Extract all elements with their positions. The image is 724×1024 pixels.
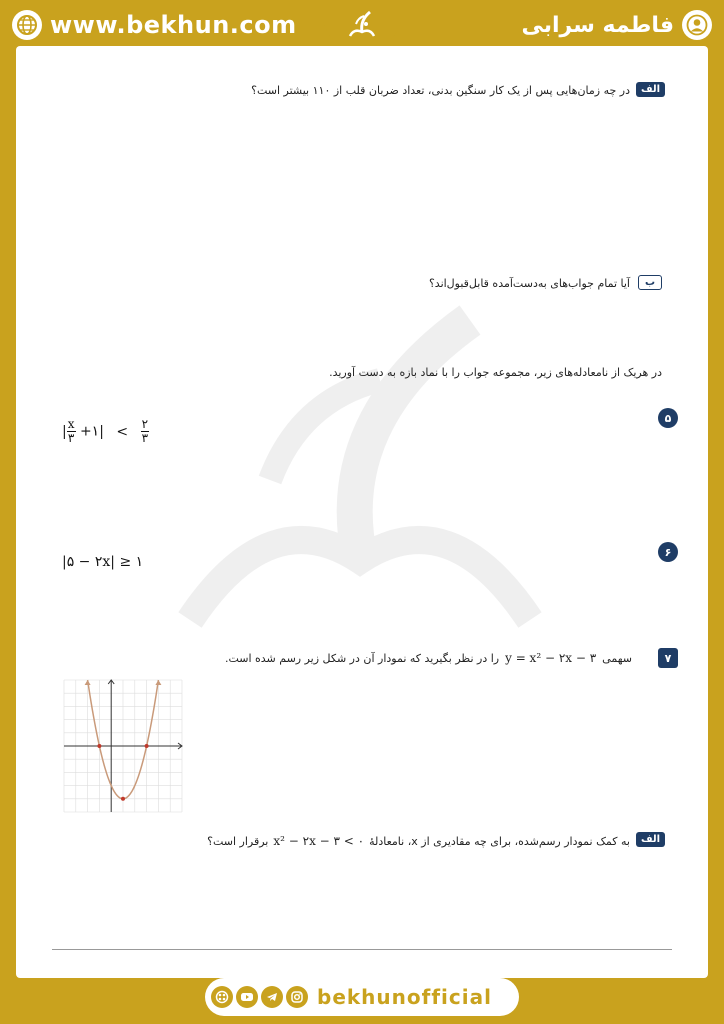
q4-part-a-text: در چه زمان‌هایی پس از یک کار سنگین بدنی، تعداد ضربان قلب از ۱۱۰ بیشتر است؟ bbox=[251, 84, 630, 97]
q5-frac-den: ۳ bbox=[67, 431, 75, 445]
footer-handle[interactable]: bekhunofficial bbox=[317, 985, 492, 1009]
q5-rhs-num: ۲ bbox=[141, 417, 149, 431]
social-footer bbox=[205, 978, 519, 1016]
instruction-text: در هریک از نامعادله‌های زیر، مجموعه جواب را با نماد بازه به دست آورید. bbox=[329, 366, 662, 379]
author-header bbox=[521, 8, 712, 42]
q5-op: < bbox=[116, 423, 129, 440]
question-7-number: ۷ bbox=[658, 648, 678, 668]
graph-point bbox=[121, 797, 125, 801]
q7-part-a-ineq: x² − ۲x − ۳ < ۰ bbox=[273, 834, 365, 848]
q7-part-a-badge: الف bbox=[636, 832, 665, 847]
part-b-badge: ب bbox=[638, 275, 662, 290]
author-name: فاطمه سرابی bbox=[521, 12, 674, 38]
curve-arrow-left bbox=[85, 680, 91, 685]
q5-lhs-rest: +۱| bbox=[79, 423, 104, 440]
q7-equation: y = x² − ۲x − ۳ bbox=[505, 651, 597, 665]
telegram-icon[interactable] bbox=[261, 986, 283, 1008]
instagram-icon[interactable] bbox=[286, 986, 308, 1008]
logo-icon bbox=[342, 6, 382, 46]
q6-inequality: |۵ − ۲x| ≥ ۱ bbox=[62, 554, 144, 570]
q4-part-b-text: آیا تمام جواب‌های به‌دست‌آمده قابل‌قبول‌اند؟ bbox=[428, 277, 630, 290]
q5-inequality bbox=[62, 418, 149, 445]
curve-arrow-right bbox=[155, 680, 161, 685]
site-url[interactable]: www.bekhun.com bbox=[50, 11, 297, 39]
part-a-badge: الف bbox=[636, 82, 665, 97]
q7-text-start: سهمی bbox=[602, 652, 632, 665]
q5-abs-open: | bbox=[62, 423, 67, 440]
footer-divider bbox=[52, 949, 672, 950]
site-header bbox=[12, 8, 297, 42]
parabola-graph bbox=[62, 678, 184, 814]
globe-icon bbox=[12, 10, 42, 40]
question-5-number: ۵ bbox=[658, 408, 678, 428]
q5-frac-num: x bbox=[67, 417, 75, 431]
q7-part-a-text-2: برقرار است؟ bbox=[207, 835, 269, 848]
q7-text bbox=[192, 651, 632, 665]
youtube-icon[interactable] bbox=[236, 986, 258, 1008]
q7-part-a-text bbox=[170, 834, 630, 848]
graph-point bbox=[145, 744, 149, 748]
q5-frac bbox=[67, 418, 76, 445]
graph-point bbox=[97, 744, 101, 748]
q5-rhs-den: ۳ bbox=[141, 431, 149, 445]
aparat-icon[interactable] bbox=[211, 986, 233, 1008]
q5-rhs-frac bbox=[141, 418, 149, 445]
watermark-logo bbox=[150, 300, 570, 700]
user-icon bbox=[682, 10, 712, 40]
q7-part-a-text-1: به کمک نمودار رسم‌شده، برای چه مقادیری از x، نامعادلهٔ bbox=[369, 835, 630, 848]
q7-text-end: را در نظر بگیرید که نمودار آن در شکل زیر رسم شده است. bbox=[224, 652, 500, 665]
question-6-number: ۶ bbox=[658, 542, 678, 562]
